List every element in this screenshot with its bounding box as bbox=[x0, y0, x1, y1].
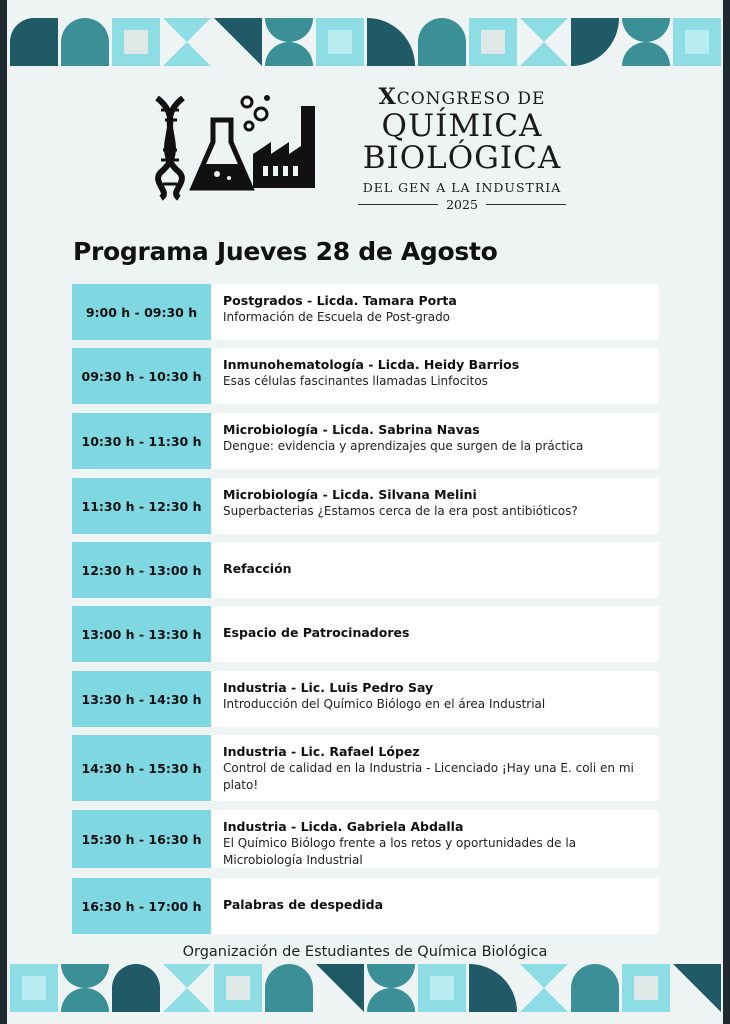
pattern-top-icon bbox=[7, 12, 723, 66]
schedule-info bbox=[211, 348, 659, 404]
schedule-time: 16:30 h - 17:00 h bbox=[72, 878, 211, 934]
schedule-info bbox=[211, 810, 659, 868]
schedule-topic: Dengue: evidencia y aprendizajes que surgen de la práctica bbox=[223, 439, 584, 453]
schedule-topic: Superbacterias ¿Estamos cerca de la era post antibióticos? bbox=[223, 504, 578, 518]
schedule-row bbox=[72, 606, 659, 662]
schedule-row bbox=[72, 284, 659, 340]
schedule-topic: Control de calidad en la Industria - Licenciado ¡Hay una E. coli en mi plato! bbox=[223, 761, 634, 792]
schedule-time: 11:30 h - 12:30 h bbox=[72, 478, 211, 534]
schedule-speaker: Microbiología - Licda. Silvana Melini bbox=[223, 487, 477, 502]
schedule-topic: Introducción del Químico Biólogo en el área Industrial bbox=[223, 697, 546, 711]
schedule-row bbox=[72, 735, 659, 801]
divider-left bbox=[358, 204, 438, 205]
decorative-pattern-bottom bbox=[7, 964, 723, 1018]
schedule-info bbox=[211, 878, 659, 934]
schedule-row bbox=[72, 542, 659, 598]
congress-title bbox=[352, 84, 572, 212]
schedule-speaker: Palabras de despedida bbox=[223, 897, 384, 912]
schedule-info bbox=[211, 542, 659, 598]
schedule-time: 9:00 h - 09:30 h bbox=[72, 284, 211, 340]
schedule-time: 10:30 h - 11:30 h bbox=[72, 413, 211, 469]
schedule-speaker: Inmunohematología - Licda. Heidy Barrios bbox=[223, 357, 520, 372]
schedule-info bbox=[211, 606, 659, 662]
schedule-speaker: Microbiología - Licda. Sabrina Navas bbox=[223, 422, 480, 437]
schedule-speaker: Postgrados - Licda. Tamara Porta bbox=[223, 293, 457, 308]
dna-flask-factory-icon bbox=[149, 92, 329, 202]
footer-organization: Organización de Estudiantes de Química Biológica bbox=[182, 944, 548, 960]
schedule-row bbox=[72, 478, 659, 534]
schedule-info bbox=[211, 478, 659, 534]
schedule-row bbox=[72, 413, 659, 469]
schedule-speaker: Industria - Lic. Luis Pedro Say bbox=[223, 680, 434, 695]
title-quimica: QUÍMICA bbox=[381, 108, 543, 144]
schedule-time: 12:30 h - 13:00 h bbox=[72, 542, 211, 598]
decorative-pattern-top bbox=[7, 12, 723, 66]
congress-logo bbox=[149, 92, 329, 202]
schedule-info bbox=[211, 735, 659, 801]
congress-year: 2025 bbox=[446, 197, 478, 212]
congress-label: CONGRESO DE bbox=[396, 89, 546, 109]
schedule-info bbox=[211, 413, 659, 469]
schedule-row bbox=[72, 878, 659, 934]
schedule-topic: El Químico Biólogo frente a los retos y oportunidades de la Microbiología Industrial bbox=[223, 836, 577, 867]
schedule-topic: Información de Escuela de Post-grado bbox=[223, 310, 451, 324]
schedule-speaker: Industria - Lic. Rafael López bbox=[223, 744, 420, 759]
schedule-row bbox=[72, 810, 659, 868]
pattern-bottom-icon bbox=[7, 964, 723, 1018]
divider-right bbox=[486, 204, 566, 205]
schedule-info bbox=[211, 671, 659, 727]
title-biologica: BIOLÓGICA bbox=[362, 140, 562, 176]
program-heading: Programa Jueves 28 de Agosto bbox=[73, 237, 498, 266]
schedule-speaker: Espacio de Patrocinadores bbox=[223, 625, 410, 640]
schedule-row bbox=[72, 671, 659, 727]
congress-subtitle: DEL GEN A LA INDUSTRIA bbox=[362, 180, 562, 195]
congress-number: X bbox=[378, 84, 397, 110]
schedule-speaker: Industria - Licda. Gabriela Abdalla bbox=[223, 819, 464, 834]
schedule-speaker: Refacción bbox=[223, 561, 292, 576]
schedule-time: 13:30 h - 14:30 h bbox=[72, 671, 211, 727]
schedule-time: 15:30 h - 16:30 h bbox=[72, 810, 211, 868]
program-page bbox=[7, 0, 723, 1024]
schedule-info bbox=[211, 284, 659, 340]
schedule-topic: Esas células fascinantes llamadas Linfocitos bbox=[223, 374, 488, 388]
schedule-time: 13:00 h - 13:30 h bbox=[72, 606, 211, 662]
schedule-time: 14:30 h - 15:30 h bbox=[72, 735, 211, 801]
schedule-time: 09:30 h - 10:30 h bbox=[72, 348, 211, 404]
schedule-row bbox=[72, 348, 659, 404]
